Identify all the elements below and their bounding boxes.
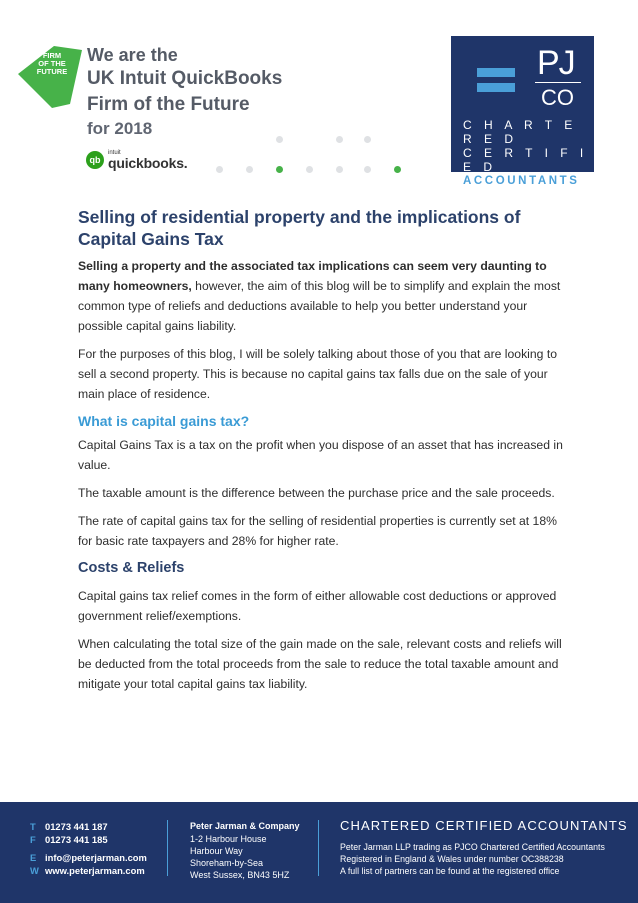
- pjco-stripes-icon: [477, 68, 515, 96]
- headline-line-4: for 2018: [87, 119, 153, 138]
- article-title: Selling of residential property and the implications of Capital Gains Tax: [78, 207, 521, 249]
- paragraph-3: Capital Gains Tax is a tax on the profit when you dispose of an asset that has increased in value.: [78, 438, 563, 472]
- heading-costs-reliefs: Costs & Reliefs: [78, 560, 185, 576]
- dot-icon: [276, 166, 283, 173]
- quickbooks-logo: [86, 150, 187, 170]
- badge-shape-icon: [14, 44, 84, 110]
- footer-legal: [340, 818, 630, 877]
- pjco-line-chartered: C H A R T E R E D: [463, 118, 577, 146]
- heading-what-is-cgt: What is capital gains tax?: [78, 413, 250, 429]
- dot-icon: [364, 166, 371, 173]
- badge-line-1: FIRM: [42, 51, 62, 60]
- email-key: E: [30, 852, 37, 863]
- phone-key: T: [30, 821, 36, 832]
- website-link[interactable]: www.peterjarman.com: [45, 865, 145, 876]
- intro-bold: Selling a property and the associated tax implications can seem very daunting to many homeowners,: [78, 259, 547, 293]
- headline-line-2: UK Intuit QuickBooks: [87, 68, 283, 89]
- intro-rest: however, the aim of this blog will be to simplify and explain the most common type of reliefs and deductions available to help you better understand your possible capital gains liability.: [78, 279, 561, 333]
- dot-icon: [364, 136, 371, 143]
- dot-icon: [336, 136, 343, 143]
- intro-paragraph: [78, 256, 564, 336]
- quickbooks-wordmark: quickbooks.: [108, 155, 188, 171]
- dot-icon: [394, 166, 401, 173]
- legal-line-2: Registered in England & Wales under number OC388238: [340, 854, 564, 864]
- intuit-label: intuit: [108, 150, 121, 156]
- email-link[interactable]: info@peterjarman.com: [45, 852, 147, 863]
- address-line: Harbour Way: [190, 846, 243, 856]
- pjco-co: CO: [541, 85, 574, 110]
- dot-icon: [306, 166, 313, 173]
- award-headline: [87, 44, 282, 140]
- pjco-letters: PJ: [537, 44, 575, 82]
- web-key: W: [30, 865, 39, 876]
- firm-of-the-future-badge: [14, 44, 84, 110]
- pjco-logo: [451, 36, 594, 187]
- headline-line-3: Firm of the Future: [87, 94, 250, 115]
- paragraph-2: For the purposes of this blog, I will be solely talking about those of you that are looking to sell a second property. This is because no capital gains tax falls due on the sale of your main place of residence.: [78, 347, 557, 401]
- footer-divider: [167, 820, 168, 876]
- cca-heading: CHARTERED CERTIFIED ACCOUNTANTS: [340, 818, 628, 833]
- pjco-line-certified: C E R T I F I E D: [463, 146, 588, 174]
- paragraph-4: The taxable amount is the difference between the purchase price and the sale proceeds.: [78, 486, 555, 500]
- pjco-divider: [535, 82, 581, 83]
- footer: [0, 802, 638, 903]
- address-line: 1-2 Harbour House: [190, 834, 267, 844]
- company-name: Peter Jarman & Company: [190, 821, 300, 831]
- legal-line-1: Peter Jarman LLP trading as PJCO Chartered Certified Accountants: [340, 842, 605, 852]
- paragraph-7: When calculating the total size of the gain made on the sale, relevant costs and reliefs will be deducted from the total proceeds from the sale to reduce the total taxable amount and mitigate your total capital gains tax liability.: [78, 637, 562, 691]
- paragraph-6: Capital gains tax relief comes in the form of either allowable cost deductions or approved government relief/exemptions.: [78, 589, 557, 623]
- quickbooks-icon: qb: [86, 151, 104, 169]
- dot-icon: [246, 166, 253, 173]
- dot-icon: [336, 166, 343, 173]
- badge-line-3: FUTURE: [36, 67, 68, 76]
- badge-line-2: OF THE: [38, 59, 66, 68]
- footer-divider: [318, 820, 319, 876]
- headline-line-1: We are the: [87, 45, 178, 65]
- footer-contact: [30, 820, 147, 877]
- decorative-dots: [212, 134, 412, 178]
- legal-line-3: A full list of partners can be found at the registered office: [340, 866, 560, 876]
- dot-icon: [216, 166, 223, 173]
- fax-number: 01273 441 185: [45, 834, 108, 845]
- address-line: Shoreham-by-Sea: [190, 858, 264, 868]
- pjco-line-accountants: ACCOUNTANTS: [463, 175, 580, 187]
- paragraph-5: The rate of capital gains tax for the selling of residential properties is currently set at 18% for basic rate taxpayers and 28% for higher rate.: [78, 514, 557, 548]
- article: [78, 206, 564, 702]
- fax-key: F: [30, 834, 36, 845]
- phone-number[interactable]: 01273 441 187: [45, 821, 108, 832]
- footer-address: [190, 820, 300, 881]
- dot-icon: [276, 136, 283, 143]
- address-line: West Sussex, BN43 5HZ: [190, 870, 290, 880]
